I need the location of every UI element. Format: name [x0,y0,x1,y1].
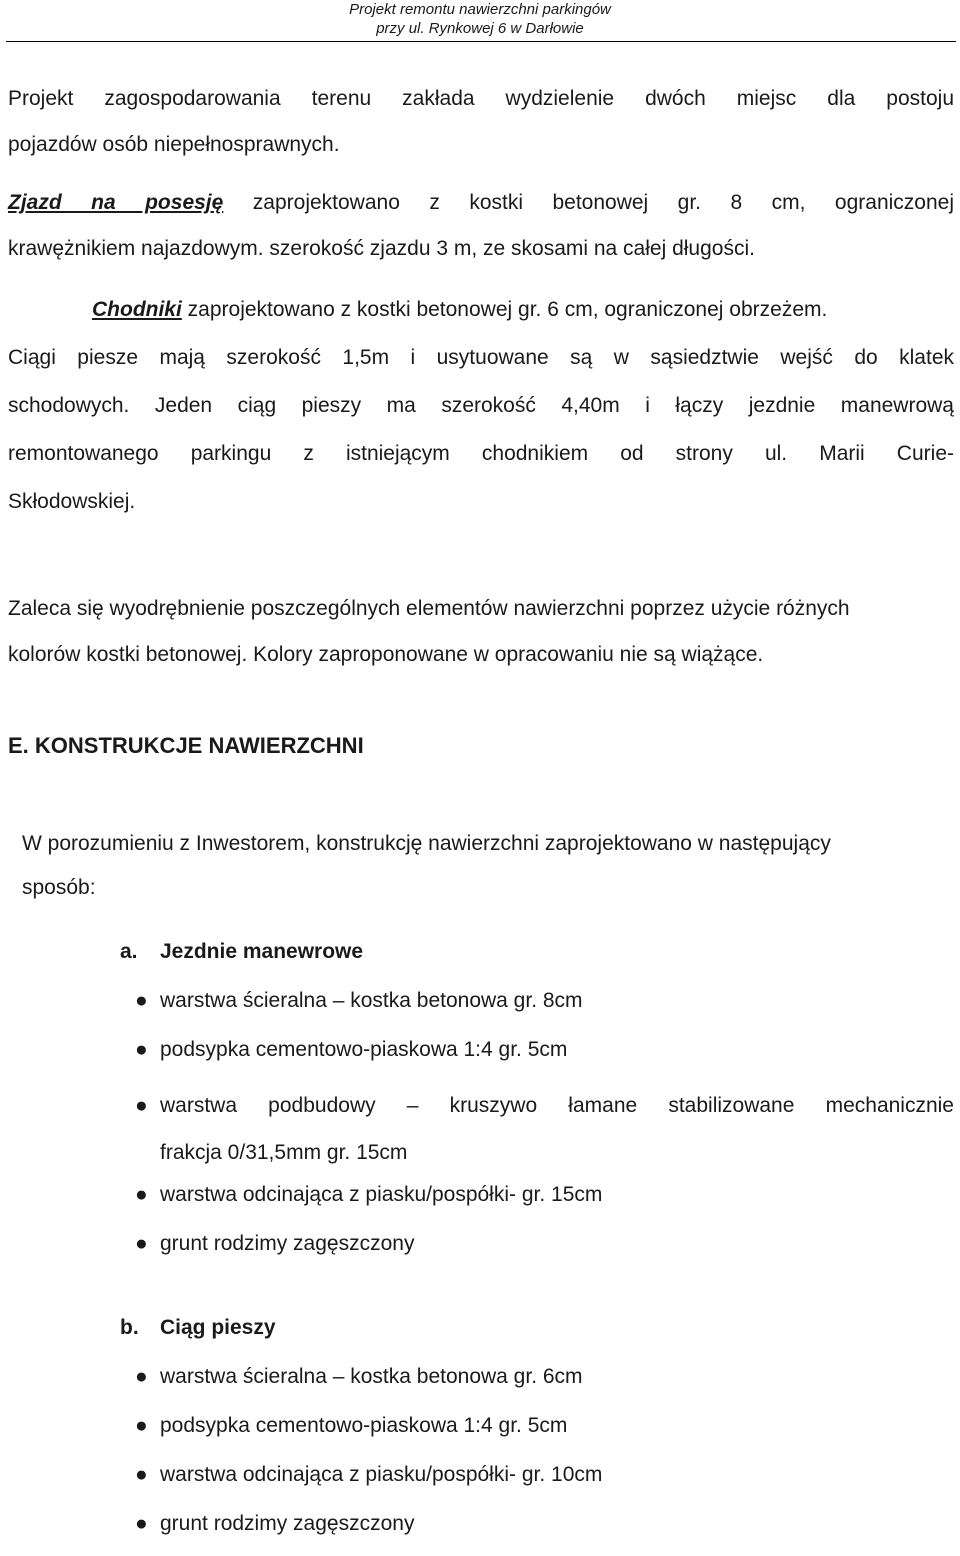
list-item-text: podsypka cementowo-piaskowa 1:4 gr. 5cm [160,1414,568,1437]
bullet-icon: ● [135,1512,148,1535]
list-item [132,1227,954,1276]
paragraph-construction-intro [22,822,954,910]
bullet-icon: ● [135,989,148,1012]
text-line: Skłodowskiej. [8,490,136,513]
subsection-heading-a [120,936,363,968]
subsection-letter: a. [120,940,138,963]
list-item [132,1507,954,1556]
text-line: Zaleca się wyodrębnienie poszczególnych elementów nawierzchni poprzez użycie różnych [8,597,850,620]
text-line: krawężnikiem najazdowym. szerokość zjazdu 3 m, ze skosami na całej długości. [8,237,755,260]
text-fragment: zaprojektowano z kostki betonowej gr. 6 cm, ograniczonej obrzeżem. [181,298,828,321]
section-heading: E. KONSTRUKCJE NAWIERZCHNI [8,733,364,758]
bullet-icon: ● [135,1183,148,1206]
header-address: przy ul. Rynkowej 6 w Darłowie [376,20,584,37]
text-line [8,180,954,226]
text-line: sposób: [22,876,96,899]
text-line: schodowych. Jeden ciąg pieszy ma szerokość 4,40m i łączy jezdnie manewrową [8,394,954,417]
paragraph-colors [8,586,954,678]
bullet-icon: ● [135,1094,148,1117]
list-item [132,1360,954,1409]
text-line: Projekt zagospodarowania terenu zakłada wydzielenie dwóch miejsc dla postoju [8,87,954,110]
driveway-term: Zjazd na posesję [8,191,224,214]
list-item-text: frakcja 0/31,5mm gr. 15cm [160,1141,408,1164]
bullet-icon: ● [135,1038,148,1061]
list-item-text: grunt rodzimy zagęszczony [160,1512,415,1535]
list-item [132,1082,954,1178]
text-line: Ciągi piesze mają szerokość 1,5m i usytuowane są w sąsiedztwie wejść do klatek [8,346,954,369]
list-item-text: warstwa podbudowy – kruszywo łamane stabilizowane mechanicznie [160,1094,954,1117]
text-fragment: zaprojektowano z kostki betonowej gr. 8 cm, ograniczonej [223,191,954,214]
list-item-text: warstwa ścieralna – kostka betonowa gr. 6cm [160,1365,583,1388]
list-item [132,1033,954,1082]
list-item-text: warstwa ścieralna – kostka betonowa gr. 8cm [160,989,583,1012]
header-divider [6,41,956,42]
bullet-icon: ● [135,1232,148,1255]
bullet-icon: ● [135,1463,148,1486]
list-item-text: warstwa odcinająca z piasku/pospółki- gr. 15cm [160,1183,603,1206]
paragraph-driveway [8,180,954,272]
paragraph-disabled-parking [8,76,954,168]
text-line: kolorów kostki betonowej. Kolory zaproponowane w opracowaniu nie są wiążące. [8,643,764,666]
layer-list-footpath [132,1360,954,1556]
text-line [8,286,954,334]
text-line: pojazdów osób niepełnosprawnych. [8,133,340,156]
paragraph-sidewalks [8,286,954,526]
bullet-icon: ● [135,1414,148,1437]
list-item [132,1409,954,1458]
list-item-text: podsypka cementowo-piaskowa 1:4 gr. 5cm [160,1038,568,1061]
list-item [132,1458,954,1507]
subsection-title: Ciąg pieszy [160,1316,276,1339]
text-line: remontowanego parkingu z istniejącym chodnikiem od strony ul. Marii Curie- [8,442,954,465]
header-project-title: Projekt remontu nawierzchni parkingów [349,1,611,18]
list-item [132,984,954,1033]
list-item-text: grunt rodzimy zagęszczony [160,1232,415,1255]
subsection-letter: b. [120,1316,139,1339]
list-item-text: warstwa odcinająca z piasku/pospółki- gr. 10cm [160,1463,603,1486]
layer-list-roadway [132,984,954,1276]
sidewalks-term: Chodniki [92,298,182,321]
subsection-title: Jezdnie manewrowe [160,940,364,963]
subsection-heading-b [120,1312,276,1344]
list-item [132,1178,954,1227]
bullet-icon: ● [135,1365,148,1388]
text-line: W porozumieniu z Inwestorem, konstrukcję nawierzchni zaprojektowano w następujący [22,832,831,855]
